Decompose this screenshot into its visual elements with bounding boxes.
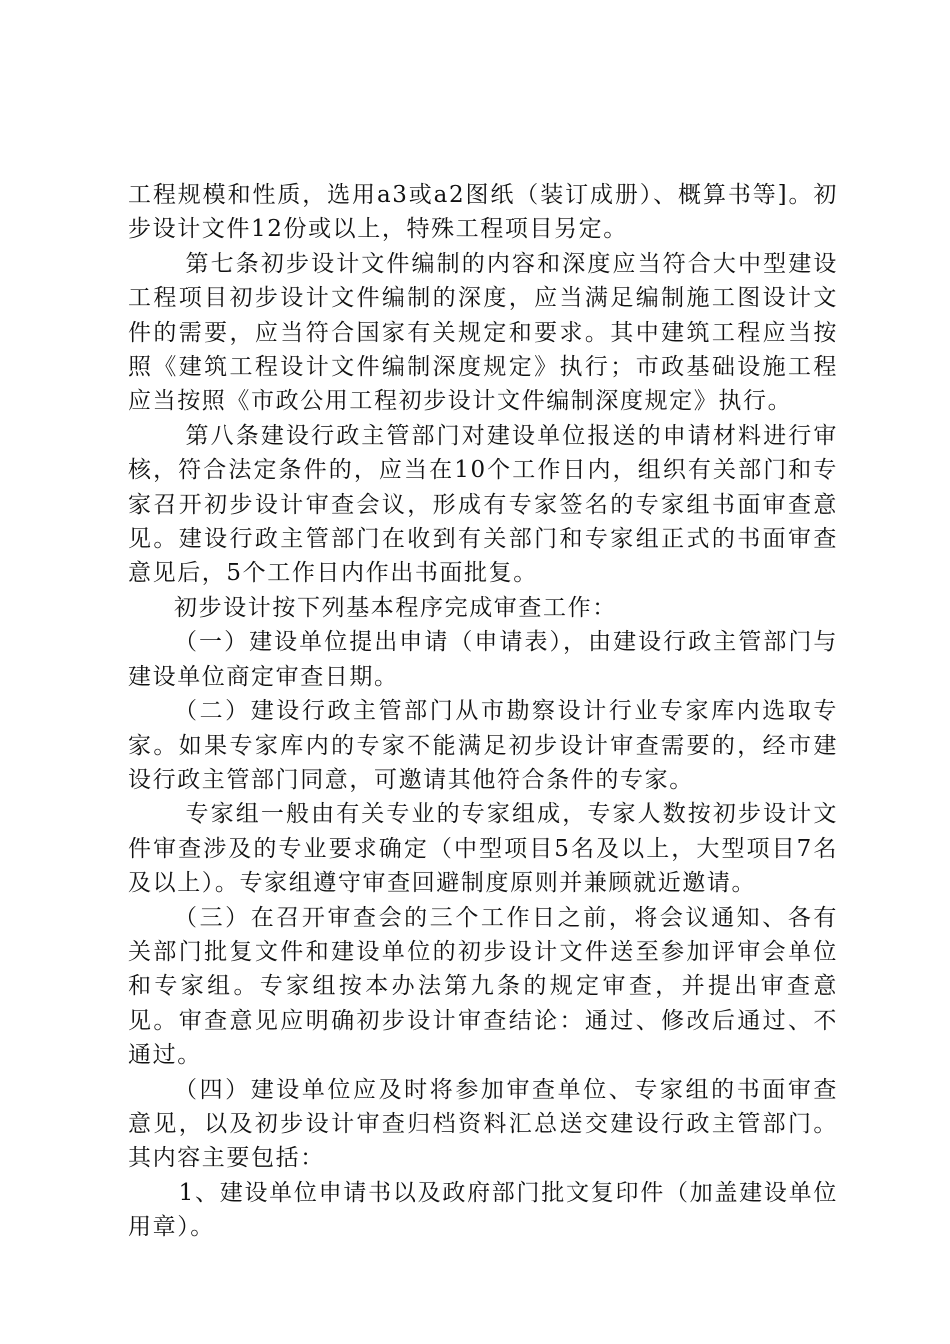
paragraph-procedure-intro: 初步设计按下列基本程序完成审查工作： [174, 594, 617, 621]
paragraph-step-3: （三）在召开审查会的三个工作日之前，将会议通知、各有关部门批复文件和建设单位的初步设计文件送至参加评审会单位和专家组。专家组按本办法第九条的规定审查，并提出审查意见。审查意见应明确初步设计审查结论：通过、修改后通过、不通过。 [128, 904, 838, 1069]
paragraph-article-8: 第八条建设行政主管部门对建设单位报送的申请材料进行审核，符合法定条件的，应当在10个工作日内，组织有关部门和专家召开初步设计审查会议，形成有专家签名的专家组书面审查意见。建设行政主管部门在收到有关部门和专家组正式的书面审查意见后，5个工作日内作出书面批复。 [128, 422, 838, 587]
paragraph-expert-group: 专家组一般由有关专业的专家组成，专家人数按初步设计文件审查涉及的专业要求确定（中型项目5名及以上，大型项目7名及以上）。专家组遵守审查回避制度原则并兼顾就近邀请。 [128, 801, 838, 897]
paragraph-step-1: （一）建设单位提出申请（申请表），由建设行政主管部门与建设单位商定审查日期。 [128, 629, 838, 690]
paragraph-step-4: （四）建设单位应及时将参加审查单位、专家组的书面审查意见，以及初步设计审查归档资料汇总送交建设行政主管部门。其内容主要包括： [128, 1076, 838, 1172]
paragraph-continuation: 工程规模和性质，选用a3或a2图纸（装订成册）、概算书等]。初步设计文件12份或以上，特殊工程项目另定。 [128, 182, 838, 243]
document-body [128, 178, 838, 1245]
paragraph-step-2: （二）建设行政主管部门从市勘察设计行业专家库内选取专家。如果专家库内的专家不能满足初步设计审查需要的，经市建设行政主管部门同意，可邀请其他符合条件的专家。 [128, 698, 838, 793]
paragraph-article-7: 第七条初步设计文件编制的内容和深度应当符合大中型建设工程项目初步设计文件编制的深度，应当满足编制施工图设计文件的需要，应当符合国家有关规定和要求。其中建筑工程应当按照《建筑工程设计文件编制深度规定》执行；市政基础设施工程应当按照《市政公用工程初步设计文件编制深度规定》执行。 [128, 250, 838, 415]
paragraph-item-1: 1、建设单位申请书以及政府部门批文复印件（加盖建设单位用章）。 [128, 1179, 838, 1241]
